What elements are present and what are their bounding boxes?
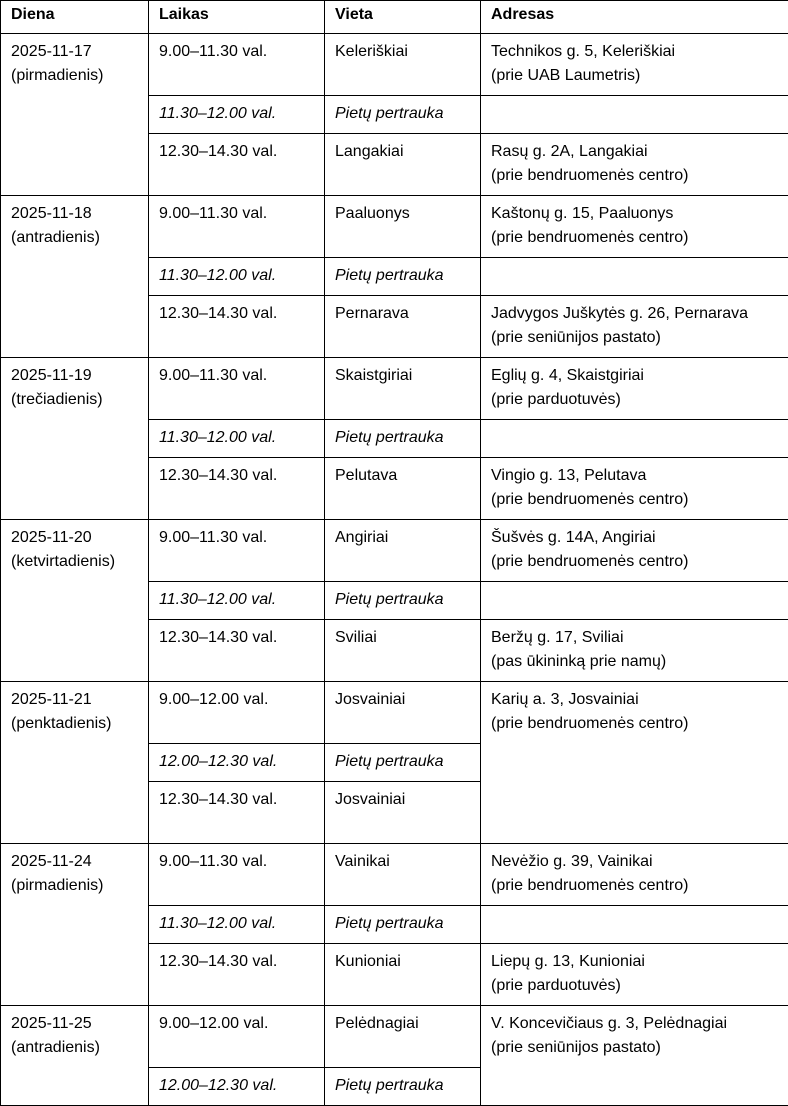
address-cell xyxy=(481,620,788,682)
day-cell xyxy=(1,196,149,358)
time-cell: 12.30–14.30 val. xyxy=(149,458,325,520)
address-line: Šušvės g. 14A, Angiriai xyxy=(491,526,788,550)
break-label: Pietų pertrauka xyxy=(325,744,481,782)
place-cell: Pelutava xyxy=(325,458,481,520)
day-weekday: (pirmadienis) xyxy=(11,64,148,88)
address-note: (prie UAB Laumetris) xyxy=(491,64,788,88)
time-cell: 12.30–14.30 val. xyxy=(149,296,325,358)
place-cell: Vainikai xyxy=(325,844,481,906)
time-cell: 9.00–12.00 val. xyxy=(149,1006,325,1068)
day-weekday: (trečiadienis) xyxy=(11,388,148,412)
time-cell: 9.00–12.00 val. xyxy=(149,682,325,744)
day-weekday: (penktadienis) xyxy=(11,712,148,736)
day-cell xyxy=(1,844,149,1006)
time-cell: 12.30–14.30 val. xyxy=(149,134,325,196)
time-cell: 12.00–12.30 val. xyxy=(149,744,325,782)
time-cell: 9.00–11.30 val. xyxy=(149,196,325,258)
address-cell xyxy=(481,520,788,582)
break-label: Pietų pertrauka xyxy=(325,258,481,296)
address-line: Liepų g. 13, Kunioniai xyxy=(491,950,788,974)
day-cell xyxy=(1,34,149,196)
address-note: (prie parduotuvės) xyxy=(491,388,788,412)
time-cell: 9.00–11.30 val. xyxy=(149,520,325,582)
address-note: (prie bendruomenės centro) xyxy=(491,712,788,736)
day-weekday: (antradienis) xyxy=(11,1036,148,1060)
day-date: 2025-11-19 xyxy=(11,364,148,388)
day-date: 2025-11-20 xyxy=(11,526,148,550)
address-cell xyxy=(481,844,788,906)
table-row xyxy=(1,682,788,744)
address-cell xyxy=(481,682,788,844)
header-laikas: Laikas xyxy=(149,1,325,34)
address-note: (prie bendruomenės centro) xyxy=(491,874,788,898)
day-date: 2025-11-17 xyxy=(11,40,148,64)
time-cell: 12.30–14.30 val. xyxy=(149,944,325,1006)
schedule-body xyxy=(1,34,788,1106)
address-line: V. Koncevičiaus g. 3, Pelėdnagiai xyxy=(491,1012,788,1036)
time-cell: 11.30–12.00 val. xyxy=(149,420,325,458)
break-label: Pietų pertrauka xyxy=(325,96,481,134)
time-cell: 9.00–11.30 val. xyxy=(149,844,325,906)
day-cell xyxy=(1,1006,149,1106)
address-cell xyxy=(481,258,788,296)
table-row xyxy=(1,520,788,582)
day-weekday: (ketvirtadienis) xyxy=(11,550,148,574)
time-cell: 9.00–11.30 val. xyxy=(149,358,325,420)
break-label: Pietų pertrauka xyxy=(325,906,481,944)
address-note: (pas ūkininką prie namų) xyxy=(491,650,788,674)
place-cell: Keleriškiai xyxy=(325,34,481,96)
address-cell xyxy=(481,358,788,420)
address-line: Rasų g. 2A, Langakiai xyxy=(491,140,788,164)
table-row xyxy=(1,34,788,96)
break-label: Pietų pertrauka xyxy=(325,420,481,458)
header-row xyxy=(1,1,788,34)
address-note: (prie seniūnijos pastato) xyxy=(491,1036,788,1060)
address-cell xyxy=(481,134,788,196)
day-cell xyxy=(1,682,149,844)
time-cell: 12.30–14.30 val. xyxy=(149,620,325,682)
address-line: Nevėžio g. 39, Vainikai xyxy=(491,850,788,874)
address-cell xyxy=(481,1006,788,1106)
address-line: Beržų g. 17, Sviliai xyxy=(491,626,788,650)
address-cell xyxy=(481,944,788,1006)
address-line: Vingio g. 13, Pelutava xyxy=(491,464,788,488)
place-cell: Sviliai xyxy=(325,620,481,682)
break-label: Pietų pertrauka xyxy=(325,582,481,620)
time-cell: 11.30–12.00 val. xyxy=(149,906,325,944)
time-cell: 12.30–14.30 val. xyxy=(149,782,325,844)
address-line: Jadvygos Juškytės g. 26, Pernarava xyxy=(491,302,788,326)
address-cell xyxy=(481,296,788,358)
place-cell: Langakiai xyxy=(325,134,481,196)
table-row xyxy=(1,1006,788,1068)
place-cell: Pernarava xyxy=(325,296,481,358)
place-cell: Kunioniai xyxy=(325,944,481,1006)
table-row xyxy=(1,358,788,420)
time-cell: 11.30–12.00 val. xyxy=(149,582,325,620)
place-cell: Pelėdnagiai xyxy=(325,1006,481,1068)
header-adresas: Adresas xyxy=(481,1,788,34)
address-note: (prie seniūnijos pastato) xyxy=(491,326,788,350)
address-note: (prie bendruomenės centro) xyxy=(491,164,788,188)
address-line: Eglių g. 4, Skaistgiriai xyxy=(491,364,788,388)
address-line: Technikos g. 5, Keleriškiai xyxy=(491,40,788,64)
day-cell xyxy=(1,520,149,682)
place-cell: Angiriai xyxy=(325,520,481,582)
address-note: (prie bendruomenės centro) xyxy=(491,550,788,574)
day-date: 2025-11-21 xyxy=(11,688,148,712)
place-cell: Josvainiai xyxy=(325,782,481,844)
place-cell: Skaistgiriai xyxy=(325,358,481,420)
table-row xyxy=(1,196,788,258)
day-date: 2025-11-24 xyxy=(11,850,148,874)
address-cell xyxy=(481,458,788,520)
address-cell xyxy=(481,420,788,458)
day-date: 2025-11-25 xyxy=(11,1012,148,1036)
day-cell xyxy=(1,358,149,520)
address-note: (prie parduotuvės) xyxy=(491,974,788,998)
header-diena: Diena xyxy=(1,1,149,34)
address-cell xyxy=(481,582,788,620)
address-cell xyxy=(481,34,788,96)
time-cell: 11.30–12.00 val. xyxy=(149,96,325,134)
break-label: Pietų pertrauka xyxy=(325,1068,481,1106)
address-note: (prie bendruomenės centro) xyxy=(491,226,788,250)
header-vieta: Vieta xyxy=(325,1,481,34)
address-cell xyxy=(481,96,788,134)
address-cell xyxy=(481,196,788,258)
address-line: Karių a. 3, Josvainiai xyxy=(491,688,788,712)
address-line: Kaštonų g. 15, Paaluonys xyxy=(491,202,788,226)
place-cell: Paaluonys xyxy=(325,196,481,258)
day-weekday: (pirmadienis) xyxy=(11,874,148,898)
time-cell: 11.30–12.00 val. xyxy=(149,258,325,296)
address-note: (prie bendruomenės centro) xyxy=(491,488,788,512)
address-cell xyxy=(481,906,788,944)
day-weekday: (antradienis) xyxy=(11,226,148,250)
table-row xyxy=(1,844,788,906)
time-cell: 9.00–11.30 val. xyxy=(149,34,325,96)
time-cell: 12.00–12.30 val. xyxy=(149,1068,325,1106)
place-cell: Josvainiai xyxy=(325,682,481,744)
day-date: 2025-11-18 xyxy=(11,202,148,226)
